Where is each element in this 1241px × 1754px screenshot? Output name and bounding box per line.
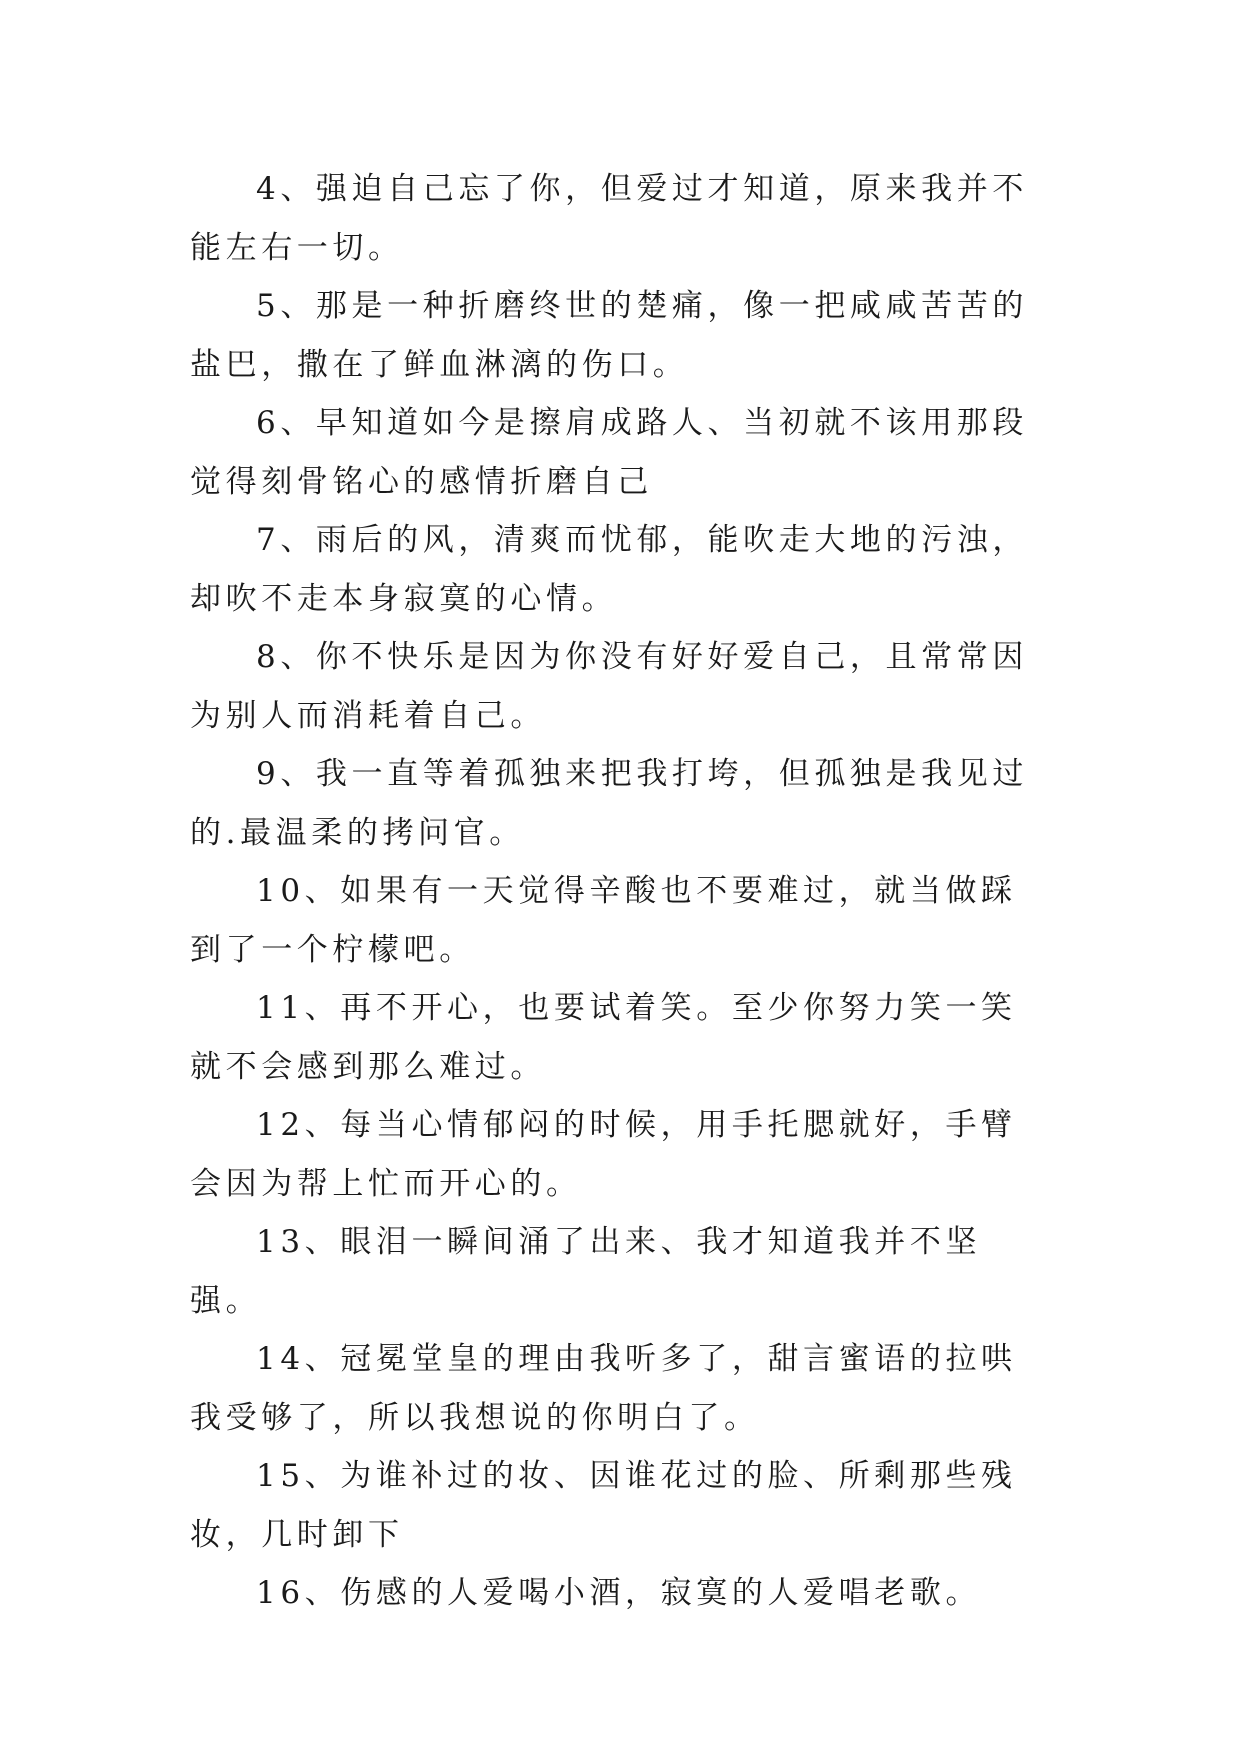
paragraph-14: 14、冠冕堂皇的理由我听多了，甜言蜜语的拉哄我受够了，所以我想说的你明白了。 [190, 1341, 1017, 1436]
paragraph-8: 8、你不快乐是因为你没有好好爱自己，且常常因为别人而消耗着自己。 [190, 639, 1028, 734]
paragraph-10: 10、如果有一天觉得辛酸也不要难过，就当做踩到了一个柠檬吧。 [190, 873, 1017, 968]
paragraph-4: 4、强迫自己忘了你，但爱过才知道，原来我并不能左右一切。 [190, 171, 1028, 266]
paragraph-6: 6、早知道如今是擦肩成路人、当初就不该用那段觉得刻骨铭心的感情折磨自己 [190, 405, 1028, 500]
paragraph-13: 13、眼泪一瞬间涌了出来、我才知道我并不坚强。 [190, 1224, 982, 1319]
paragraph-5: 5、那是一种折磨终世的楚痛，像一把咸咸苦苦的盐巴，撒在了鲜血淋漓的伤口。 [190, 288, 1028, 383]
paragraph-16: 16、伤感的人爱喝小酒，寂寞的人爱唱老歌。 [256, 1575, 982, 1611]
paragraph-9: 9、我一直等着孤独来把我打垮，但孤独是我见过的.最温柔的拷问官。 [190, 756, 1028, 851]
paragraph-15: 15、为谁补过的妆、因谁花过的脸、所剩那些残妆，几时卸下 [190, 1458, 1017, 1553]
paragraph-7: 7、雨后的风，清爽而忧郁，能吹走大地的污浊，却吹不走本身寂寞的心情。 [190, 522, 1028, 617]
document-body [190, 160, 1052, 1623]
paragraph-12: 12、每当心情郁闷的时候，用手托腮就好，手臂会因为帮上忙而开心的。 [190, 1107, 1017, 1202]
paragraph-11: 11、再不开心，也要试着笑。至少你努力笑一笑就不会感到那么难过。 [190, 990, 1017, 1085]
